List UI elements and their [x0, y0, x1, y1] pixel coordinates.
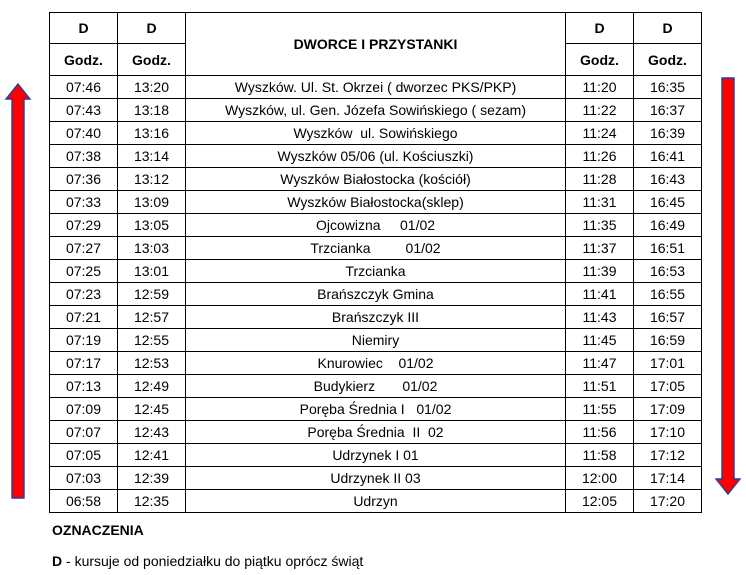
return-time: 11:31 — [566, 191, 634, 214]
departure-time: 12:55 — [118, 329, 186, 352]
table-row — [50, 237, 702, 260]
departure-time: 07:09 — [50, 398, 118, 421]
departure-time: 07:05 — [50, 444, 118, 467]
departure-time: 07:46 — [50, 76, 118, 99]
departure-time: 13:20 — [118, 76, 186, 99]
return-time: 11:47 — [566, 352, 634, 375]
table-row — [50, 145, 702, 168]
return-time: 16:39 — [634, 122, 702, 145]
departure-time: 07:03 — [50, 467, 118, 490]
departure-time: 07:29 — [50, 214, 118, 237]
stop-name: Ojcowizna 01/02 — [186, 214, 566, 237]
departure-time: 07:38 — [50, 145, 118, 168]
stop-name: Trzcianka — [186, 260, 566, 283]
notes-title: OZNACZENIA — [52, 522, 144, 538]
departure-time: 07:25 — [50, 260, 118, 283]
return-time: 16:53 — [634, 260, 702, 283]
day-header: D — [50, 13, 118, 44]
return-time: 16:57 — [634, 306, 702, 329]
table-row — [50, 122, 702, 145]
stop-name: Poręba Średnia II 02 — [186, 421, 566, 444]
departure-time: 13:03 — [118, 237, 186, 260]
departure-time: 12:53 — [118, 352, 186, 375]
return-time: 11:26 — [566, 145, 634, 168]
return-time: 17:10 — [634, 421, 702, 444]
stop-name: Brańszczyk III — [186, 306, 566, 329]
return-time: 11:35 — [566, 214, 634, 237]
return-time: 16:59 — [634, 329, 702, 352]
return-time: 11:24 — [566, 122, 634, 145]
table-row — [50, 306, 702, 329]
table-row — [50, 467, 702, 490]
departure-time: 12:41 — [118, 444, 186, 467]
return-time: 11:58 — [566, 444, 634, 467]
return-time: 16:45 — [634, 191, 702, 214]
return-time: 17:14 — [634, 467, 702, 490]
stop-name: Wyszków Białostocka(sklep) — [186, 191, 566, 214]
table-row — [50, 191, 702, 214]
notes — [52, 522, 363, 569]
return-time: 17:20 — [634, 490, 702, 513]
day-header: D — [634, 13, 702, 44]
stop-name: Brańszczyk Gmina — [186, 283, 566, 306]
return-time: 11:45 — [566, 329, 634, 352]
table-row — [50, 99, 702, 122]
legend-key: D — [52, 553, 63, 569]
legend — [52, 553, 363, 569]
departure-time: 12:57 — [118, 306, 186, 329]
header-row-days — [50, 13, 702, 44]
return-time: 17:05 — [634, 375, 702, 398]
day-header: D — [118, 13, 186, 44]
return-time: 12:00 — [566, 467, 634, 490]
table-row — [50, 168, 702, 191]
table-row — [50, 214, 702, 237]
departure-time: 07:21 — [50, 306, 118, 329]
hour-header: Godz. — [118, 44, 186, 76]
day-header: D — [566, 13, 634, 44]
departure-time: 12:59 — [118, 283, 186, 306]
departure-time: 07:19 — [50, 329, 118, 352]
table-row — [50, 375, 702, 398]
departure-time: 06:58 — [50, 490, 118, 513]
return-time: 16:43 — [634, 168, 702, 191]
return-time: 16:35 — [634, 76, 702, 99]
stop-name: Udrzynek II 03 — [186, 467, 566, 490]
stop-name: Wyszków ul. Sowińskiego — [186, 122, 566, 145]
return-time: 17:01 — [634, 352, 702, 375]
return-time: 11:56 — [566, 421, 634, 444]
departure-time: 12:39 — [118, 467, 186, 490]
return-time: 16:49 — [634, 214, 702, 237]
return-time: 11:41 — [566, 283, 634, 306]
stop-name: Wyszków Białostocka (kościół) — [186, 168, 566, 191]
return-time: 12:05 — [566, 490, 634, 513]
departure-time: 13:18 — [118, 99, 186, 122]
return-time: 17:09 — [634, 398, 702, 421]
stop-name: Udrzyn — [186, 490, 566, 513]
stop-name: Wyszków. Ul. St. Okrzei ( dworzec PKS/PKP) — [186, 76, 566, 99]
table-row — [50, 283, 702, 306]
stop-name: Wyszków 05/06 (ul. Kościuszki) — [186, 145, 566, 168]
return-time: 11:55 — [566, 398, 634, 421]
return-time: 17:12 — [634, 444, 702, 467]
hour-header: Godz. — [566, 44, 634, 76]
departure-time: 12:43 — [118, 421, 186, 444]
departure-time: 13:12 — [118, 168, 186, 191]
departure-time: 13:16 — [118, 122, 186, 145]
stations-title: DWORCE I PRZYSTANKI — [186, 13, 566, 76]
table-row — [50, 329, 702, 352]
return-time: 16:51 — [634, 237, 702, 260]
table-row — [50, 398, 702, 421]
legend-text: - kursuje od poniedziałku do piątku oprócz świąt — [62, 553, 364, 569]
departure-time: 13:09 — [118, 191, 186, 214]
departure-time: 07:13 — [50, 375, 118, 398]
departure-time: 07:43 — [50, 99, 118, 122]
departure-time: 07:33 — [50, 191, 118, 214]
return-time: 16:41 — [634, 145, 702, 168]
timetable — [49, 12, 702, 513]
departure-time: 07:27 — [50, 237, 118, 260]
stop-name: Wyszków, ul. Gen. Józefa Sowińskiego ( sezam) — [186, 99, 566, 122]
hour-header: Godz. — [50, 44, 118, 76]
stop-name: Knurowiec 01/02 — [186, 352, 566, 375]
departure-time: 07:23 — [50, 283, 118, 306]
stop-name: Budykierz 01/02 — [186, 375, 566, 398]
up-arrow-icon — [4, 82, 32, 500]
return-time: 11:20 — [566, 76, 634, 99]
departure-time: 07:36 — [50, 168, 118, 191]
departure-time: 13:05 — [118, 214, 186, 237]
table-row — [50, 352, 702, 375]
table-row — [50, 76, 702, 99]
stop-name: Trzcianka 01/02 — [186, 237, 566, 260]
departure-time: 07:40 — [50, 122, 118, 145]
return-time: 11:22 — [566, 99, 634, 122]
table-row — [50, 444, 702, 467]
departure-time: 12:35 — [118, 490, 186, 513]
return-time: 11:43 — [566, 306, 634, 329]
departure-time: 13:14 — [118, 145, 186, 168]
stop-name: Niemiry — [186, 329, 566, 352]
stop-name: Poręba Średnia I 01/02 — [186, 398, 566, 421]
departure-time: 07:07 — [50, 421, 118, 444]
return-time: 16:55 — [634, 283, 702, 306]
hour-header: Godz. — [634, 44, 702, 76]
return-time: 16:37 — [634, 99, 702, 122]
departure-time: 13:01 — [118, 260, 186, 283]
table-row — [50, 490, 702, 513]
down-arrow-icon — [714, 76, 742, 496]
return-time: 11:51 — [566, 375, 634, 398]
stop-name: Udrzynek I 01 — [186, 444, 566, 467]
departure-time: 12:45 — [118, 398, 186, 421]
table-row — [50, 260, 702, 283]
return-time: 11:39 — [566, 260, 634, 283]
departure-time: 07:17 — [50, 352, 118, 375]
return-time: 11:28 — [566, 168, 634, 191]
departure-time: 12:49 — [118, 375, 186, 398]
return-time: 11:37 — [566, 237, 634, 260]
table-row — [50, 421, 702, 444]
